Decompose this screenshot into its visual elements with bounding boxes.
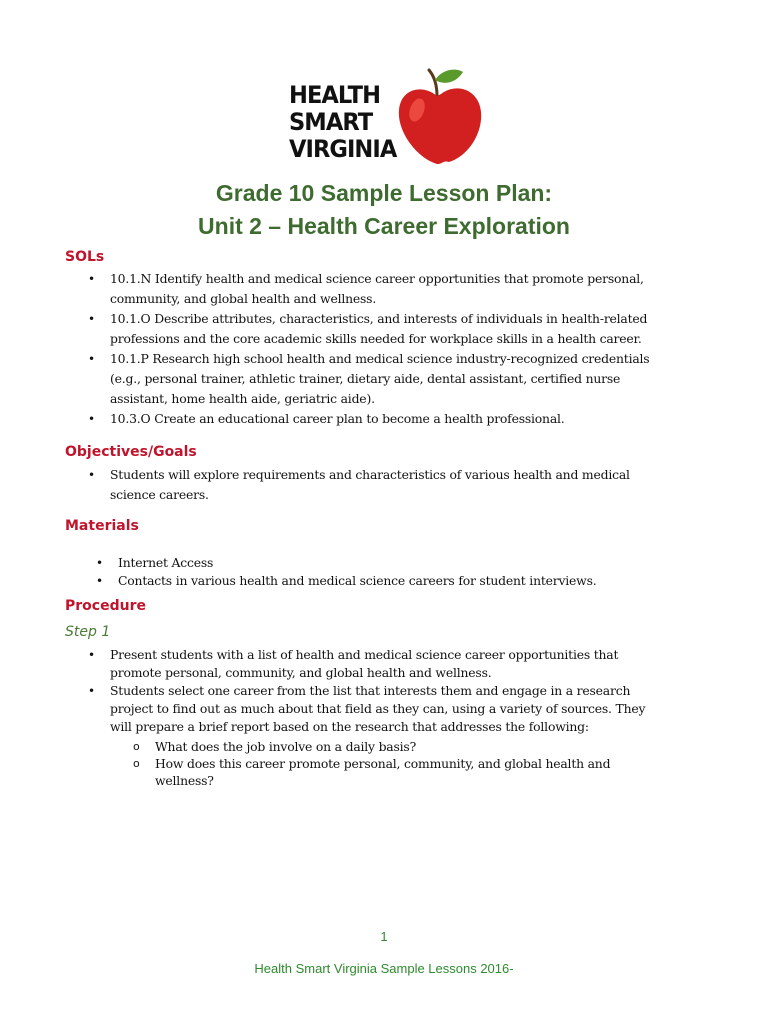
list-item: o What does the job involve on a daily basis?	[133, 739, 417, 754]
objectives-heading: Objectives/Goals	[65, 444, 197, 460]
bullet-icon: •	[88, 648, 95, 662]
bullet-icon: •	[96, 556, 103, 570]
list-item: • 10.3.O Create an educational career plan to become a health professional.	[0, 409, 680, 429]
bullet-icon: •	[88, 684, 95, 698]
logo-line-smart: SMART	[289, 108, 373, 136]
list-item: o How does this career promote personal, community, and global health and wellness?	[133, 756, 611, 788]
footer-text: Health Smart Virginia Sample Lessons 2016-	[254, 961, 514, 976]
list-item: • Present students with a list of health and medical science career opportunities that promote personal, community, and global health and wellness.	[88, 647, 619, 680]
list-item: • Contacts in various health and medical science careers for student interviews.	[96, 573, 597, 588]
bullet-icon: •	[88, 468, 95, 482]
list-item: • 10.1.P Research high school health and medical science industry-recognized credentials (e.g., personal trainer, athletic trainer, dietary aide, dental assistant, certified nurse assistant, home health aide, geriatric aide).	[88, 351, 650, 406]
hollow-bullet-icon: o	[133, 757, 140, 770]
logo-line-virginia: VIRGINIA	[289, 135, 397, 163]
list-item: • Internet Access	[96, 555, 214, 570]
bullet-icon: •	[88, 312, 95, 326]
hollow-bullet-icon: o	[133, 740, 140, 753]
page-subtitle: Unit 2 – Health Career Exploration	[198, 213, 570, 239]
materials-list	[0, 554, 698, 590]
bullet-icon: •	[88, 412, 95, 426]
apple-icon	[393, 66, 485, 166]
list-item: • Students select one career from the list that interests them and engage in a research project to find out as much about that field as they can, using a variety of sources. They will prepare a brief report based on the research that addresses the following:	[88, 683, 646, 734]
bullet-icon: •	[88, 352, 95, 366]
step-1-label: Step 1	[65, 624, 111, 640]
procedure-list	[0, 646, 655, 736]
objectives-list	[0, 465, 670, 505]
sols-list	[0, 269, 680, 429]
logo-line-health: HEALTH	[289, 81, 381, 109]
materials-heading: Materials	[65, 518, 139, 534]
sols-heading: SOLs	[65, 249, 105, 265]
procedure-sublist	[0, 738, 645, 789]
page-number: 1	[380, 929, 388, 944]
procedure-heading: Procedure	[65, 598, 146, 614]
health-smart-virginia-logo	[289, 66, 484, 166]
list-item: • 10.1.O Describe attributes, characteristics, and interests of individuals in health-related professions and the core academic skills needed for workplace skills in a health career.	[88, 311, 648, 346]
bullet-icon: •	[88, 272, 95, 286]
list-item: • Students will explore requirements and characteristics of various health and medical science careers.	[88, 467, 630, 502]
list-item: • 10.1.N Identify health and medical science career opportunities that promote personal, community, and global health and wellness.	[88, 271, 644, 306]
bullet-icon: •	[96, 574, 103, 588]
page-title: Grade 10 Sample Lesson Plan:	[215, 180, 553, 206]
